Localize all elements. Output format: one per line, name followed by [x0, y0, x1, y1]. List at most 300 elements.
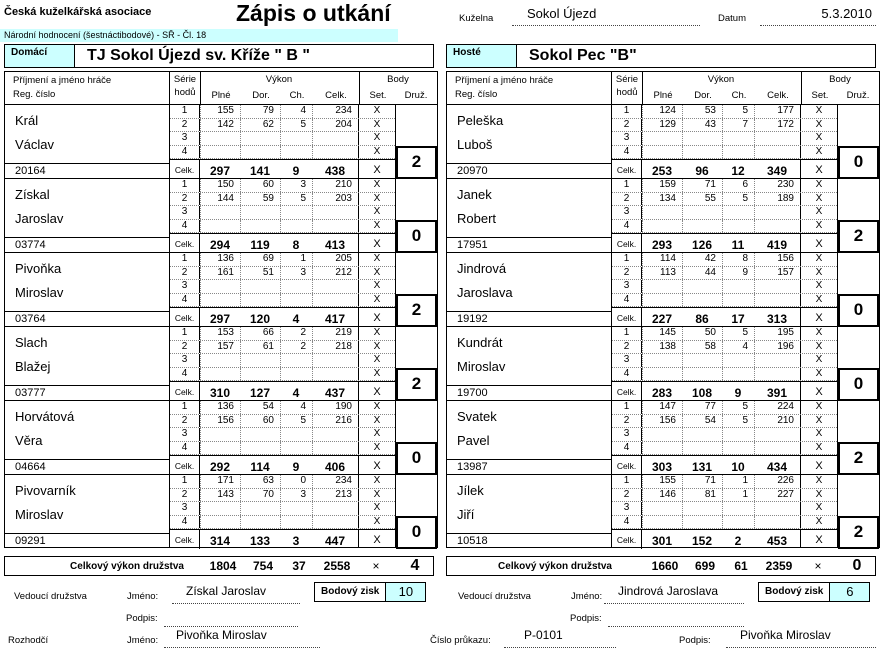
- player-team-points[interactable]: 2: [396, 146, 437, 179]
- series-cell[interactable]: 1: [612, 327, 642, 340]
- player-team-points[interactable]: 2: [396, 294, 437, 327]
- referee-signature[interactable]: Pivoňka Miroslav: [726, 628, 876, 648]
- player-surname[interactable]: Získal: [15, 187, 50, 202]
- player-team-points[interactable]: 0: [838, 368, 879, 401]
- series-cell[interactable]: 2: [612, 267, 642, 280]
- series-cell[interactable]: 1: [170, 253, 200, 266]
- series-cell[interactable]: 210: [335, 179, 352, 190]
- series-cell[interactable]: 159: [659, 179, 676, 190]
- series-cell[interactable]: 5: [742, 414, 748, 426]
- series-cell[interactable]: 1: [612, 401, 642, 414]
- series-cell[interactable]: 212: [335, 266, 352, 278]
- series-cell[interactable]: X: [373, 280, 381, 291]
- player-surname[interactable]: Slach: [15, 335, 48, 350]
- series-cell[interactable]: 2: [300, 340, 306, 352]
- series-cell[interactable]: 2: [612, 489, 642, 502]
- away-signature-field[interactable]: [608, 607, 744, 627]
- away-total-set: ×: [814, 559, 822, 573]
- player-reg-number[interactable]: 20970: [457, 165, 488, 177]
- series-cell[interactable]: 4: [300, 401, 306, 412]
- player-reg-number[interactable]: 04664: [15, 461, 46, 473]
- player-team-points[interactable]: 0: [396, 442, 437, 475]
- player-surname[interactable]: Pivovarník: [15, 483, 76, 498]
- player-reg-number[interactable]: 13987: [457, 461, 488, 473]
- series-cell[interactable]: 136: [217, 253, 234, 264]
- series-cell[interactable]: 234: [335, 105, 352, 116]
- series-cell[interactable]: 42: [704, 253, 716, 264]
- series-cell[interactable]: X: [373, 401, 381, 412]
- series-cell[interactable]: X: [373, 253, 381, 264]
- series-cell[interactable]: 71: [704, 179, 716, 190]
- player-first-name[interactable]: Jiří: [457, 507, 475, 522]
- series-cell[interactable]: 4: [742, 340, 748, 352]
- series-cell[interactable]: 136: [217, 401, 234, 412]
- series-cell[interactable]: 4: [300, 105, 306, 116]
- referee-name[interactable]: Pivoňka Miroslav: [164, 628, 320, 648]
- series-cell[interactable]: 66: [262, 327, 274, 338]
- date-field[interactable]: 5.3.2010: [760, 6, 876, 26]
- series-row: [612, 428, 837, 442]
- series-cell[interactable]: 3: [170, 502, 200, 515]
- series-cell[interactable]: 142: [217, 118, 234, 130]
- series-cell[interactable]: X: [815, 502, 823, 513]
- player-reg-number[interactable]: 03774: [15, 239, 46, 251]
- away-total-points: 0: [852, 557, 862, 574]
- series-cell[interactable]: X: [373, 219, 381, 231]
- series-row: [170, 327, 395, 341]
- player-team-points[interactable]: 0: [838, 146, 879, 179]
- player-first-name[interactable]: Jaroslav: [15, 211, 64, 226]
- series-cell[interactable]: 4: [170, 516, 200, 529]
- series-cell[interactable]: 1: [170, 475, 200, 488]
- away-signature-label: Podpis:: [570, 613, 602, 624]
- series-cell[interactable]: 1: [742, 488, 748, 500]
- series-cell[interactable]: 3: [612, 132, 642, 145]
- series-cell[interactable]: 1: [170, 179, 200, 192]
- series-cell[interactable]: 5: [300, 414, 306, 426]
- series-cell[interactable]: 195: [777, 327, 794, 338]
- series-cell[interactable]: 129: [659, 118, 676, 130]
- player-first-name[interactable]: Blažej: [15, 359, 51, 374]
- series-cell[interactable]: 3: [170, 132, 200, 145]
- player-total-cell: 417: [324, 312, 346, 326]
- player-first-name[interactable]: Pavel: [457, 433, 490, 448]
- player-reg-number[interactable]: 20164: [15, 165, 46, 177]
- series-cell[interactable]: X: [815, 293, 823, 305]
- series-cell[interactable]: X: [815, 179, 823, 190]
- series-cell[interactable]: 44: [704, 266, 716, 278]
- series-cell[interactable]: 1: [170, 401, 200, 414]
- player-first-name[interactable]: Miroslav: [15, 285, 64, 300]
- series-cell[interactable]: 2: [170, 267, 200, 280]
- series-cell[interactable]: X: [815, 367, 823, 379]
- series-cell[interactable]: 43: [704, 118, 716, 130]
- player-reg-number[interactable]: 03764: [15, 313, 46, 325]
- series-cell[interactable]: 155: [217, 105, 234, 116]
- player-total-label: Celk.: [170, 382, 200, 401]
- series-cell[interactable]: 2: [612, 341, 642, 354]
- venue-field[interactable]: Sokol Újezd: [512, 6, 700, 26]
- series-cell[interactable]: 216: [335, 414, 352, 426]
- series-cell[interactable]: X: [815, 118, 823, 130]
- player-reg-number[interactable]: 09291: [15, 535, 46, 547]
- player-first-name[interactable]: Věra: [15, 433, 43, 448]
- series-cell[interactable]: 0: [300, 475, 306, 486]
- series-cell[interactable]: 145: [659, 327, 676, 338]
- series-row: [170, 220, 395, 234]
- series-cell[interactable]: 157: [217, 340, 234, 352]
- player-reg-number[interactable]: 10518: [457, 535, 488, 547]
- series-cell[interactable]: X: [373, 488, 381, 500]
- series-cell[interactable]: X: [373, 145, 381, 157]
- player-surname[interactable]: Jindrová: [457, 261, 507, 276]
- series-cell[interactable]: 2: [170, 415, 200, 428]
- player-surname[interactable]: Král: [15, 113, 39, 128]
- away-leader-name[interactable]: Jindrová Jaroslava: [604, 584, 744, 604]
- series-cell[interactable]: 5: [300, 118, 306, 130]
- series-cell[interactable]: 155: [659, 475, 676, 486]
- home-total-sum: 2558: [323, 559, 351, 573]
- series-cell[interactable]: 161: [217, 266, 234, 278]
- series-cell[interactable]: X: [373, 441, 381, 453]
- series-cell[interactable]: X: [815, 266, 823, 278]
- player-team-points[interactable]: 0: [396, 516, 437, 549]
- series-cell[interactable]: 77: [704, 401, 716, 412]
- player-entry: [446, 326, 880, 400]
- series-cell[interactable]: 6: [742, 179, 748, 190]
- series-cell[interactable]: 205: [335, 253, 352, 264]
- series-cell[interactable]: X: [815, 515, 823, 527]
- col-series: Série: [173, 74, 197, 85]
- series-cell[interactable]: X: [373, 132, 381, 143]
- series-cell[interactable]: 2: [170, 119, 200, 132]
- series-cell[interactable]: 4: [612, 220, 642, 233]
- series-row: [170, 146, 395, 160]
- series-cell[interactable]: X: [815, 354, 823, 365]
- series-cell[interactable]: 54: [704, 414, 716, 426]
- series-cell[interactable]: 190: [335, 401, 352, 412]
- home-leader-name[interactable]: Získal Jaroslav: [172, 584, 300, 604]
- series-row: [170, 489, 395, 503]
- series-cell[interactable]: 138: [659, 340, 676, 352]
- series-cell[interactable]: X: [373, 206, 381, 217]
- player-first-name[interactable]: Václav: [15, 137, 55, 152]
- series-cell[interactable]: 50: [704, 327, 716, 338]
- series-cell[interactable]: 114: [660, 253, 676, 264]
- col-total: Celk.: [325, 90, 347, 101]
- series-cell[interactable]: 2: [170, 193, 200, 206]
- series-cell[interactable]: X: [815, 253, 823, 264]
- card-number[interactable]: P-0101: [504, 628, 616, 648]
- series-cell[interactable]: 5: [742, 327, 748, 338]
- series-cell[interactable]: 1: [170, 105, 200, 118]
- series-cell[interactable]: 59: [262, 192, 274, 204]
- player-surname[interactable]: Horvátová: [15, 409, 75, 424]
- series-cell[interactable]: 71: [704, 475, 716, 486]
- series-cell[interactable]: 54: [262, 401, 274, 412]
- series-cell[interactable]: 5: [742, 105, 748, 116]
- series-cell[interactable]: 196: [777, 340, 794, 352]
- series-cell[interactable]: 147: [659, 401, 676, 412]
- series-cell[interactable]: 3: [300, 266, 306, 278]
- series-row: [170, 516, 395, 530]
- series-cell[interactable]: 172: [777, 118, 794, 130]
- home-signature-field[interactable]: [164, 607, 298, 627]
- series-cell[interactable]: X: [815, 488, 823, 500]
- series-cell[interactable]: 153: [217, 327, 234, 338]
- series-cell[interactable]: 2: [170, 341, 200, 354]
- series-cell[interactable]: 4: [170, 368, 200, 381]
- player-first-name[interactable]: Luboš: [457, 137, 493, 152]
- series-row: [612, 267, 837, 281]
- series-cell[interactable]: 3: [170, 280, 200, 293]
- home-label: Domácí: [5, 45, 75, 67]
- series-cell[interactable]: X: [815, 206, 823, 217]
- series-cell[interactable]: X: [373, 179, 381, 190]
- player-total-label: Celk.: [170, 160, 200, 179]
- player-total-cell: 292: [209, 460, 231, 474]
- series-cell[interactable]: 4: [612, 368, 642, 381]
- series-cell[interactable]: 1: [612, 179, 642, 192]
- series-cell[interactable]: 1: [742, 475, 748, 486]
- player-total-cell: 297: [209, 312, 231, 326]
- series-cell[interactable]: 3: [170, 428, 200, 441]
- player-total-row: [612, 529, 837, 548]
- series-cell[interactable]: 144: [217, 192, 234, 204]
- series-cell[interactable]: 3: [612, 354, 642, 367]
- series-cell[interactable]: 1: [612, 105, 642, 118]
- player-total-cell: 152: [691, 534, 713, 548]
- player-surname[interactable]: Janek: [457, 187, 492, 202]
- series-cell[interactable]: 113: [660, 266, 676, 278]
- series-cell[interactable]: 53: [704, 105, 716, 116]
- series-cell[interactable]: X: [373, 327, 381, 338]
- series-row: [612, 105, 837, 119]
- series-cell[interactable]: 58: [704, 340, 716, 352]
- series-cell[interactable]: 7: [742, 118, 748, 130]
- series-cell[interactable]: 60: [262, 414, 274, 426]
- series-cell[interactable]: 62: [262, 118, 274, 130]
- player-surname[interactable]: Pivoňka: [15, 261, 62, 276]
- series-row: [612, 516, 837, 530]
- player-reg-number[interactable]: 03777: [15, 387, 46, 399]
- series-cell[interactable]: X: [815, 475, 823, 486]
- series-cell[interactable]: X: [373, 475, 381, 486]
- series-cell[interactable]: X: [815, 105, 823, 116]
- series-cell[interactable]: 4: [612, 294, 642, 307]
- series-cell[interactable]: 156: [659, 414, 676, 426]
- series-cell[interactable]: 9: [742, 266, 748, 278]
- series-cell[interactable]: 146: [659, 488, 676, 500]
- series-cell[interactable]: 1: [170, 327, 200, 340]
- series-cell[interactable]: X: [815, 132, 823, 143]
- player-team-points[interactable]: 2: [838, 442, 879, 475]
- player-reg-number[interactable]: 17951: [457, 239, 488, 251]
- series-cell[interactable]: X: [373, 340, 381, 352]
- series-cell[interactable]: 219: [335, 327, 352, 338]
- series-cell[interactable]: 2: [612, 415, 642, 428]
- player-reg-number[interactable]: 19700: [457, 387, 488, 399]
- player-total-cell: X: [815, 460, 823, 472]
- series-cell[interactable]: 156: [777, 253, 794, 264]
- player-team-points[interactable]: 2: [838, 220, 879, 253]
- series-cell[interactable]: 5: [742, 192, 748, 204]
- series-cell[interactable]: 55: [704, 192, 716, 204]
- player-surname[interactable]: Peleška: [457, 113, 504, 128]
- series-cell[interactable]: 8: [742, 253, 748, 264]
- series-cell[interactable]: X: [373, 428, 381, 439]
- series-cell[interactable]: 3: [612, 280, 642, 293]
- player-team-points[interactable]: 0: [396, 220, 437, 253]
- series-cell[interactable]: 3: [300, 488, 306, 500]
- series-cell[interactable]: 156: [217, 414, 234, 426]
- series-cell[interactable]: X: [815, 192, 823, 204]
- player-total-cell: 108: [691, 386, 713, 400]
- series-cell[interactable]: 4: [170, 220, 200, 233]
- series-cell[interactable]: 81: [704, 488, 716, 500]
- series-cell[interactable]: X: [373, 118, 381, 130]
- player-total-label: Celk.: [170, 234, 200, 253]
- player-total-row: [612, 159, 837, 178]
- player-reg-number[interactable]: 19192: [457, 313, 488, 325]
- series-cell[interactable]: 1: [612, 475, 642, 488]
- rating-subtitle: Národní hodnocení (šestnáctibodové) - SŘ - Čl. 18: [0, 29, 398, 42]
- col-total: Celk.: [767, 90, 789, 101]
- series-cell[interactable]: 134: [659, 192, 676, 204]
- col-team-pts: Druž.: [404, 90, 428, 101]
- player-surname[interactable]: Svatek: [457, 409, 497, 424]
- series-cell[interactable]: 210: [777, 414, 794, 426]
- series-cell[interactable]: 4: [612, 516, 642, 529]
- series-cell[interactable]: 2: [612, 119, 642, 132]
- series-cell[interactable]: 3: [612, 206, 642, 219]
- series-cell[interactable]: X: [373, 266, 381, 278]
- home-leader-label: Vedoucí družstva: [14, 591, 87, 602]
- away-points-gain-value[interactable]: 6: [830, 582, 870, 602]
- player-surname[interactable]: Kundrát: [457, 335, 503, 350]
- home-points-gain-value[interactable]: 10: [386, 582, 426, 602]
- series-cell[interactable]: X: [373, 293, 381, 305]
- series-cell[interactable]: X: [373, 192, 381, 204]
- player-first-name[interactable]: Miroslav: [15, 507, 64, 522]
- series-cell[interactable]: 63: [262, 475, 274, 486]
- series-cell[interactable]: X: [815, 219, 823, 231]
- series-cell[interactable]: 3: [170, 354, 200, 367]
- series-cell[interactable]: 227: [777, 488, 794, 500]
- series-cell[interactable]: 213: [335, 488, 352, 500]
- series-cell[interactable]: 203: [335, 192, 352, 204]
- series-cell[interactable]: 51: [262, 266, 274, 278]
- series-cell[interactable]: 1: [300, 253, 306, 264]
- player-total-label: Celk.: [612, 160, 642, 179]
- series-cell[interactable]: 4: [170, 442, 200, 455]
- series-cell[interactable]: X: [373, 367, 381, 379]
- series-cell[interactable]: 2: [300, 327, 306, 338]
- away-team-name[interactable]: Sokol Pec "B": [529, 47, 637, 64]
- series-cell[interactable]: X: [815, 327, 823, 338]
- series-cell[interactable]: 5: [742, 401, 748, 412]
- series-cell[interactable]: 2: [170, 489, 200, 502]
- series-cell[interactable]: X: [815, 441, 823, 453]
- series-cell[interactable]: X: [373, 354, 381, 365]
- referee-label: Rozhodčí: [8, 635, 49, 646]
- series-cell[interactable]: X: [815, 401, 823, 412]
- series-cell[interactable]: 5: [300, 192, 306, 204]
- series-cell[interactable]: 189: [777, 192, 794, 204]
- series-cell[interactable]: 2: [612, 193, 642, 206]
- series-cell[interactable]: 124: [659, 105, 676, 116]
- player-total-cell: 17: [731, 312, 745, 326]
- series-cell[interactable]: 4: [612, 442, 642, 455]
- player-first-name[interactable]: Robert: [457, 211, 497, 226]
- referee-signature-label: Podpis:: [679, 635, 711, 646]
- series-cell[interactable]: 3: [300, 179, 306, 190]
- series-cell[interactable]: 226: [777, 475, 794, 486]
- series-cell[interactable]: 4: [170, 146, 200, 159]
- series-row: [170, 428, 395, 442]
- series-cell[interactable]: 204: [335, 118, 352, 130]
- series-cell[interactable]: X: [373, 515, 381, 527]
- player-team-points[interactable]: 2: [838, 516, 879, 549]
- home-team-name[interactable]: TJ Sokol Újezd sv. Kříže " B ": [87, 47, 310, 64]
- player-total-cell: X: [815, 312, 823, 324]
- player-first-name[interactable]: Miroslav: [457, 359, 506, 374]
- player-total-cell: 120: [249, 312, 271, 326]
- series-cell[interactable]: 234: [335, 475, 352, 486]
- series-cell[interactable]: 143: [217, 488, 234, 500]
- series-cell[interactable]: 60: [262, 179, 274, 190]
- series-cell[interactable]: 4: [612, 146, 642, 159]
- series-cell[interactable]: 150: [217, 179, 234, 190]
- series-cell[interactable]: 3: [170, 206, 200, 219]
- series-cell[interactable]: 61: [262, 340, 274, 352]
- player-total-cell: 12: [731, 164, 745, 178]
- series-cell[interactable]: X: [815, 280, 823, 291]
- series-cell[interactable]: 224: [777, 401, 794, 412]
- away-leader-label: Vedoucí družstva: [458, 591, 531, 602]
- series-cell[interactable]: 79: [262, 105, 274, 116]
- series-cell[interactable]: 3: [612, 428, 642, 441]
- series-cell[interactable]: X: [373, 105, 381, 116]
- series-cell[interactable]: 218: [335, 340, 352, 352]
- series-cell[interactable]: 3: [612, 502, 642, 515]
- series-cell[interactable]: X: [373, 414, 381, 426]
- player-team-points[interactable]: 0: [838, 294, 879, 327]
- series-cell[interactable]: 4: [170, 294, 200, 307]
- series-cell[interactable]: 171: [217, 475, 234, 486]
- series-cell[interactable]: X: [373, 502, 381, 513]
- series-cell[interactable]: X: [815, 340, 823, 352]
- venue-label: Kuželna: [459, 13, 494, 24]
- player-total-cell: 10: [731, 460, 745, 474]
- series-cell[interactable]: 230: [777, 179, 794, 190]
- series-cell[interactable]: 157: [777, 266, 794, 278]
- series-cell[interactable]: 177: [777, 105, 794, 116]
- series-cell[interactable]: 69: [262, 253, 274, 264]
- player-surname[interactable]: Jílek: [457, 483, 484, 498]
- player-team-points[interactable]: 2: [396, 368, 437, 401]
- series-cell[interactable]: X: [815, 145, 823, 157]
- series-cell[interactable]: X: [815, 414, 823, 426]
- player-total-cell: 96: [695, 164, 709, 178]
- series-cell[interactable]: X: [815, 428, 823, 439]
- series-cell[interactable]: 1: [612, 253, 642, 266]
- series-row: [170, 341, 395, 355]
- series-cell[interactable]: 70: [262, 488, 274, 500]
- player-first-name[interactable]: Jaroslava: [457, 285, 513, 300]
- player-total-cell: X: [815, 386, 823, 398]
- player-total-label: Celk.: [170, 456, 200, 475]
